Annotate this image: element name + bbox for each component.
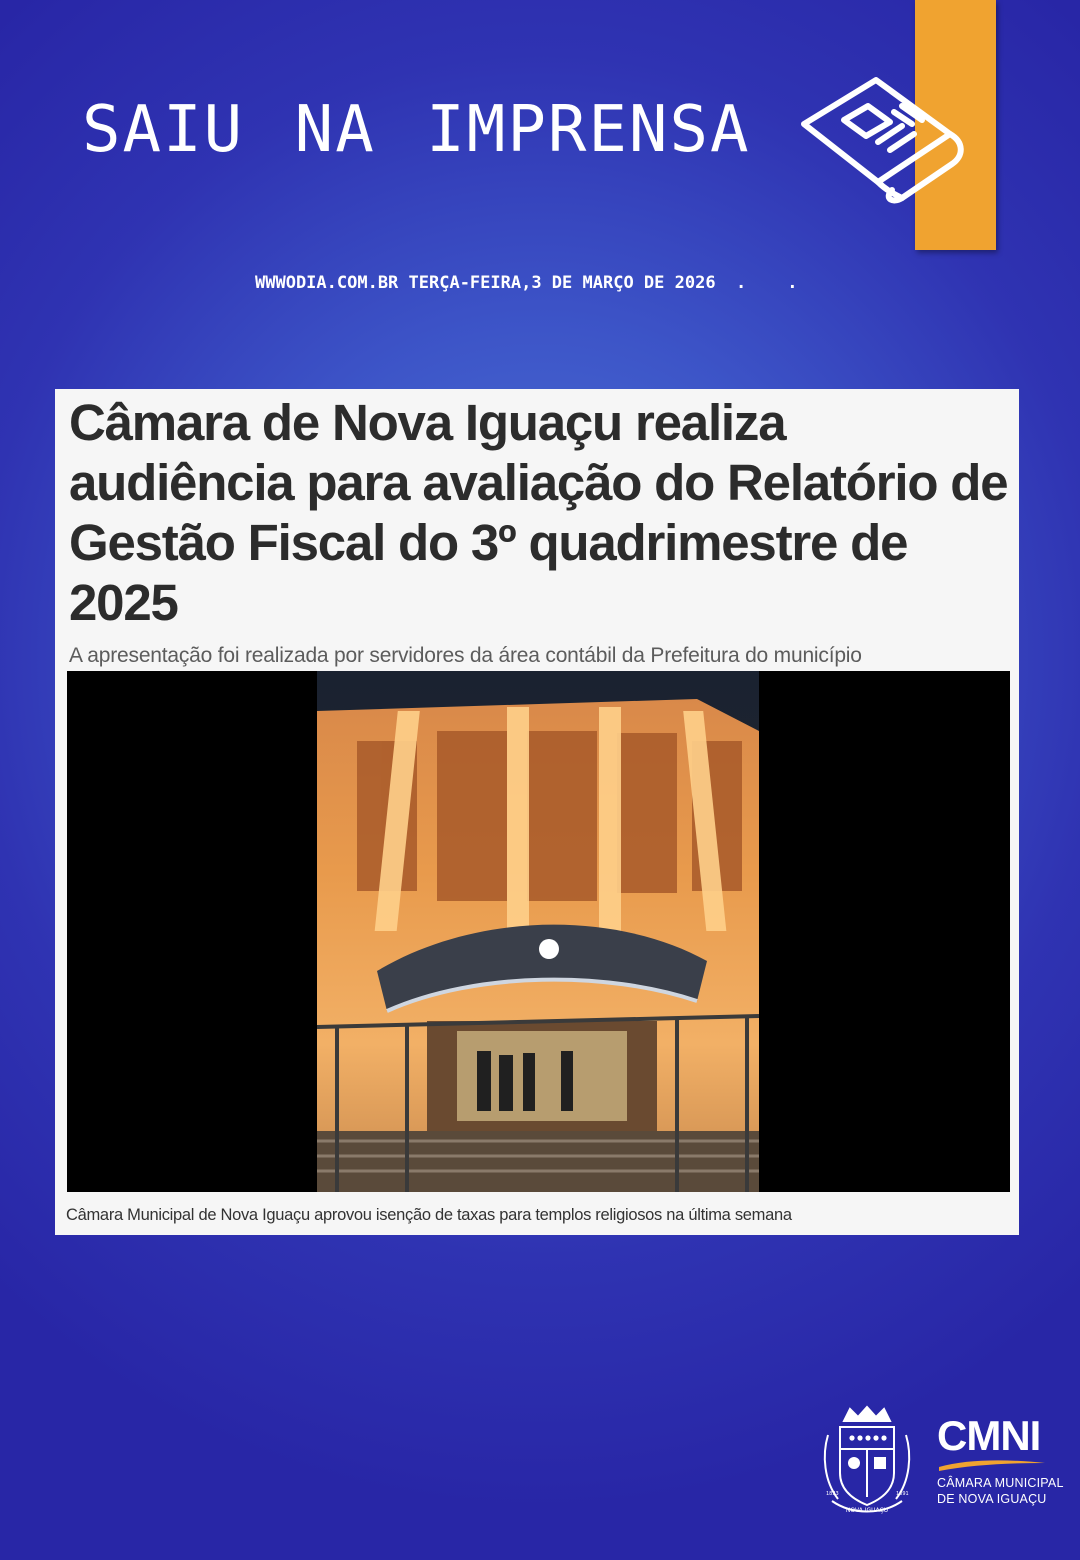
cmni-logo-subtitle: CÂMARA MUNICIPAL DE NOVA IGUAÇU <box>937 1476 1064 1506</box>
article-headline: Câmara de Nova Iguaçu realiza audiência para avaliação do Relatório de Gestão Fiscal do 3º quadrimestre de 2025 <box>69 394 1008 631</box>
svg-text:NOVA IGUAÇU: NOVA IGUAÇU <box>845 1507 889 1514</box>
svg-text:1833: 1833 <box>826 1491 839 1497</box>
cmni-swoosh <box>937 1457 1047 1471</box>
nova-iguacu-crest-icon <box>818 1405 916 1515</box>
photo-caption: Câmara Municipal de Nova Iguaçu aprovou isenção de taxas para templos religiosos na última semana <box>66 1206 792 1224</box>
page-title: SAIU NA IMPRENSA <box>82 93 751 167</box>
article-subhead: A apresentação foi realizada por servidores da área contábil da Prefeitura do município <box>69 644 862 667</box>
dateline: WWWODIA.COM.BR TERÇA-FEIRA,3 DE MARÇO DE 2026 . . <box>255 273 798 293</box>
building-photo <box>317 671 759 1192</box>
svg-text:1891: 1891 <box>896 1491 909 1497</box>
cmni-logo: CMNI <box>937 1412 1041 1459</box>
article-photo <box>67 671 1010 1192</box>
footer-logos <box>818 1405 1064 1520</box>
newspaper-icon <box>798 72 968 207</box>
article-card <box>55 389 1019 1235</box>
